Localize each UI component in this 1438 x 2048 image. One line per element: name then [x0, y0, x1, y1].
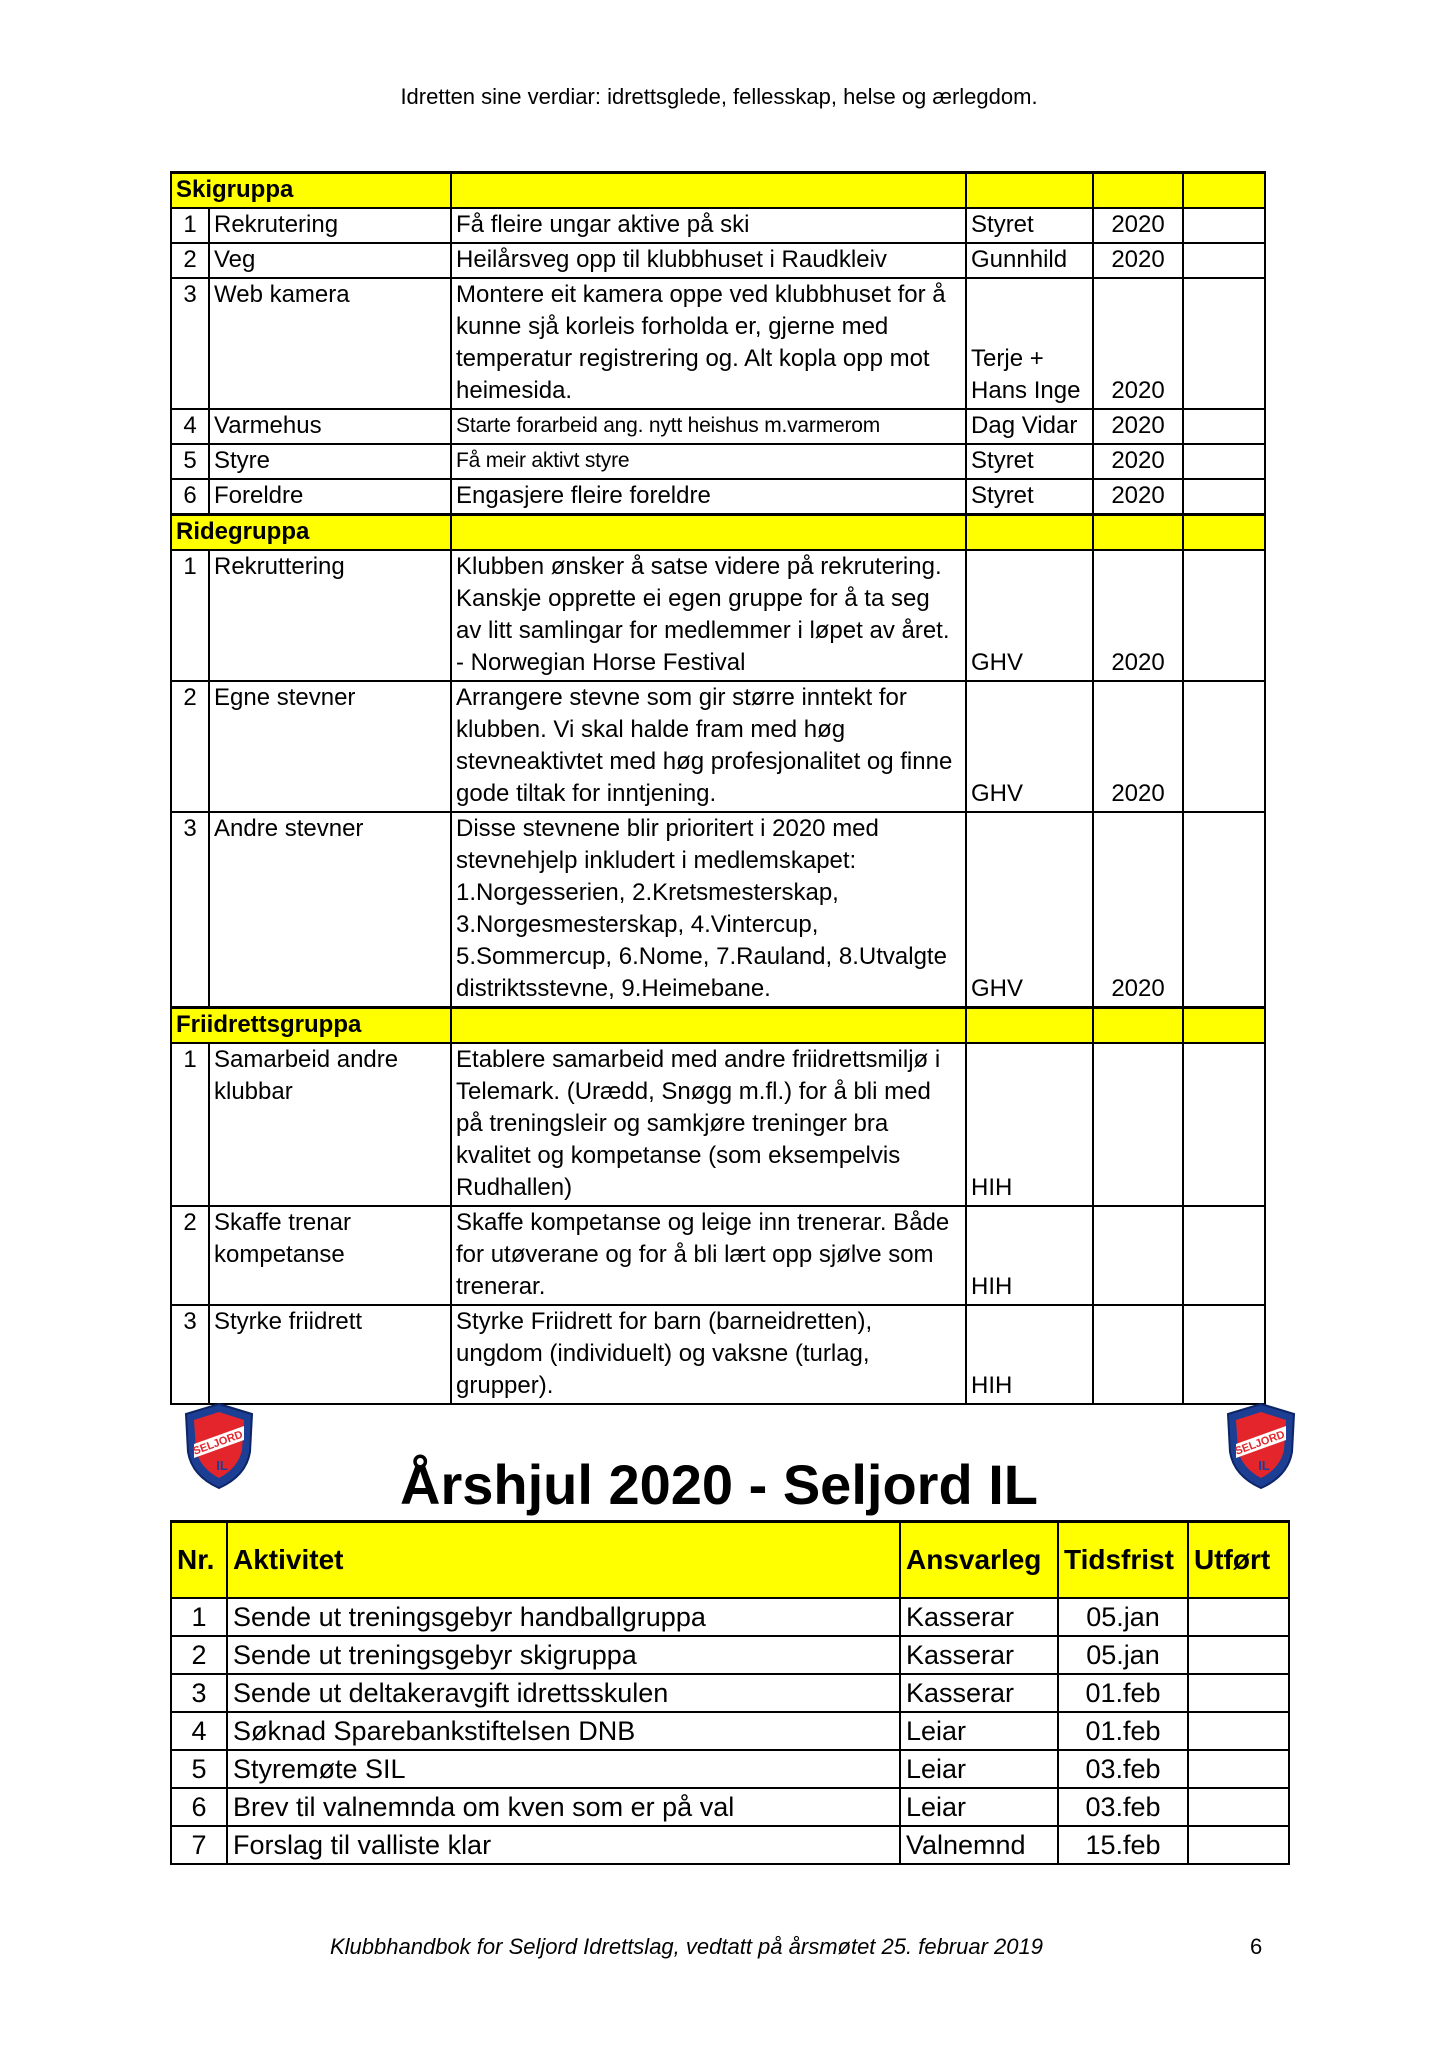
row-deadline: 2020 — [1093, 409, 1183, 444]
table-row — [171, 1636, 1289, 1674]
row-description: Heilårsveg opp til klubbhuset i Raudkleiv — [451, 243, 966, 278]
row-measure: Varmehus — [209, 409, 451, 444]
row-deadline — [1093, 1206, 1183, 1305]
cell-tidsfrist: 01.feb — [1058, 1712, 1188, 1750]
row-number: 2 — [171, 681, 209, 812]
row-responsible: Dag Vidar — [966, 409, 1093, 444]
cell-ansvarleg: Kasserar — [900, 1674, 1058, 1712]
row-number: 3 — [171, 1305, 209, 1404]
row-number: 2 — [171, 1206, 209, 1305]
row-description: Montere eit kamera oppe ved klubbhuset for å kunne sjå korleis forholda er, gjerne med temperatur registrering og. Alt kopla opp mot heimesida. — [451, 278, 966, 409]
cell-nr: 5 — [171, 1750, 227, 1788]
row-responsible: HIH — [966, 1206, 1093, 1305]
header-ansvarleg: Ansvarleg — [900, 1522, 1058, 1599]
row-measure: Rekrutering — [209, 208, 451, 243]
row-measure: Egne stevner — [209, 681, 451, 812]
table-row — [171, 208, 1265, 243]
cell-aktivitet: Forslag til valliste klar — [227, 1826, 900, 1864]
row-measure: Styrke friidrett — [209, 1305, 451, 1404]
row-deadline: 2020 — [1093, 444, 1183, 479]
cell-nr: 7 — [171, 1826, 227, 1864]
page-title: Årshjul 2020 - Seljord IL — [400, 1453, 1038, 1516]
cell-utfort — [1188, 1750, 1289, 1788]
cell-ansvarleg: Kasserar — [900, 1636, 1058, 1674]
row-number: 1 — [171, 1043, 209, 1206]
table-row — [171, 812, 1265, 1008]
table-row — [171, 550, 1265, 681]
cell-aktivitet: Sende ut treningsgebyr skigruppa — [227, 1636, 900, 1674]
row-number: 5 — [171, 444, 209, 479]
cell-nr: 2 — [171, 1636, 227, 1674]
row-description: Klubben ønsker å satse videre på rekrutering. Kanskje opprette ei egen gruppe for å ta seg av litt samlingar for medlemmer i løpet av året. - Norwegian Horse Festival — [451, 550, 966, 681]
header-utfort: Utført — [1188, 1522, 1289, 1599]
row-responsible: GHV — [966, 812, 1093, 1008]
row-number: 2 — [171, 243, 209, 278]
row-description: Disse stevnene blir prioritert i 2020 med stevnehjelp inkludert i medlemskapet: 1.Norgesserien, 2.Kretsmesterskap, 3.Norgesmesterskap, 4.Vintercup, 5.Sommercup, 6.Nome, 7.Rauland, 8.Utvalgte distriktsstevne, 9.Heimebane. — [451, 812, 966, 1008]
cell-utfort — [1188, 1674, 1289, 1712]
cell-utfort — [1188, 1788, 1289, 1826]
table-row — [171, 1043, 1265, 1206]
cell-aktivitet: Brev til valnemnda om kven som er på val — [227, 1788, 900, 1826]
row-number: 1 — [171, 208, 209, 243]
header-nr: Nr. — [171, 1522, 227, 1599]
cell-aktivitet: Sende ut deltakeravgift idrettsskulen — [227, 1674, 900, 1712]
table-row — [171, 243, 1265, 278]
annual-wheel-table — [170, 1520, 1290, 1865]
row-responsible: Styret — [966, 479, 1093, 515]
row-responsible: Styret — [966, 208, 1093, 243]
table-row — [171, 409, 1265, 444]
row-done — [1183, 208, 1265, 243]
row-done — [1183, 1206, 1265, 1305]
row-done — [1183, 681, 1265, 812]
row-responsible: HIH — [966, 1043, 1093, 1206]
row-done — [1183, 812, 1265, 1008]
row-deadline: 2020 — [1093, 550, 1183, 681]
row-description: Få fleire ungar aktive på ski — [451, 208, 966, 243]
page-header: Idretten sine verdiar: idrettsglede, fellesskap, helse og ærlegdom. — [400, 84, 1038, 109]
row-description: Styrke Friidrett for barn (barneidretten), ungdom (individuelt) og vaksne (turlag, grupper). — [451, 1305, 966, 1404]
cell-tidsfrist: 03.feb — [1058, 1750, 1188, 1788]
row-measure: Foreldre — [209, 479, 451, 515]
table-row — [171, 1674, 1289, 1712]
page-number: 6 — [1250, 1934, 1263, 1959]
action-plan-table — [170, 171, 1266, 1405]
row-responsible: GHV — [966, 681, 1093, 812]
cell-tidsfrist: 15.feb — [1058, 1826, 1188, 1864]
group-name: Skigruppa — [171, 173, 451, 209]
cell-ansvarleg: Valnemnd — [900, 1826, 1058, 1864]
group-header-skigruppa — [171, 173, 1265, 209]
row-deadline: 2020 — [1093, 278, 1183, 409]
group-header-ridegruppa — [171, 515, 1265, 551]
cell-utfort — [1188, 1826, 1289, 1864]
row-deadline: 2020 — [1093, 681, 1183, 812]
cell-aktivitet: Sende ut treningsgebyr handballgruppa — [227, 1598, 900, 1636]
group-header-friidrettsgruppa — [171, 1008, 1265, 1044]
row-measure: Veg — [209, 243, 451, 278]
header-aktivitet: Aktivitet — [227, 1522, 900, 1599]
row-measure: Web kamera — [209, 278, 451, 409]
row-responsible: Gunnhild — [966, 243, 1093, 278]
table-row — [171, 1712, 1289, 1750]
row-deadline: 2020 — [1093, 243, 1183, 278]
group-name: Friidrettsgruppa — [171, 1008, 451, 1044]
table-row — [171, 1206, 1265, 1305]
cell-ansvarleg: Leiar — [900, 1788, 1058, 1826]
svg-text:SELJORD: SELJORD — [1233, 1428, 1287, 1458]
svg-text:SELJORD: SELJORD — [191, 1428, 245, 1458]
row-deadline: 2020 — [1093, 479, 1183, 515]
table-row — [171, 681, 1265, 812]
row-deadline — [1093, 1305, 1183, 1404]
cell-aktivitet: Søknad Sparebankstiftelsen DNB — [227, 1712, 900, 1750]
group-name: Ridegruppa — [171, 515, 451, 551]
row-number: 4 — [171, 409, 209, 444]
row-number: 6 — [171, 479, 209, 515]
table-row — [171, 1598, 1289, 1636]
row-description: Skaffe kompetanse og leige inn trenerar. Både for utøverane og for å bli lært opp sjølve som trenerar. — [451, 1206, 966, 1305]
row-measure: Styre — [209, 444, 451, 479]
table-row — [171, 1750, 1289, 1788]
row-deadline: 2020 — [1093, 812, 1183, 1008]
cell-nr: 4 — [171, 1712, 227, 1750]
cell-aktivitet: Styremøte SIL — [227, 1750, 900, 1788]
row-number: 3 — [171, 812, 209, 1008]
row-number: 1 — [171, 550, 209, 681]
table-row — [171, 479, 1265, 515]
row-measure: Rekruttering — [209, 550, 451, 681]
table-row — [171, 444, 1265, 479]
row-done — [1183, 409, 1265, 444]
row-done — [1183, 1305, 1265, 1404]
cell-nr: 3 — [171, 1674, 227, 1712]
cell-tidsfrist: 01.feb — [1058, 1674, 1188, 1712]
row-done — [1183, 243, 1265, 278]
cell-ansvarleg: Leiar — [900, 1750, 1058, 1788]
row-done — [1183, 444, 1265, 479]
page-footer: Klubbhandbok for Seljord Idrettslag, vedtatt på årsmøtet 25. februar 2019 — [330, 1934, 1043, 1959]
row-measure: Andre stevner — [209, 812, 451, 1008]
cell-tidsfrist: 03.feb — [1058, 1788, 1188, 1826]
row-deadline: 2020 — [1093, 208, 1183, 243]
row-description: Starte forarbeid ang. nytt heishus m.varmerom — [451, 409, 966, 444]
cell-ansvarleg: Kasserar — [900, 1598, 1058, 1636]
row-description: Etablere samarbeid med andre friidrettsmiljø i Telemark. (Urædd, Snøgg m.fl.) for å bli med på treningsleir og samkjøre treninger bra kvalitet og kompetanse (som eksempelvis Rudhallen) — [451, 1043, 966, 1206]
table-header-row — [171, 1522, 1289, 1599]
table-row — [171, 1826, 1289, 1864]
svg-text:IL: IL — [216, 1458, 228, 1473]
cell-nr: 6 — [171, 1788, 227, 1826]
row-description: Engasjere fleire foreldre — [451, 479, 966, 515]
row-deadline — [1093, 1043, 1183, 1206]
row-description: Få meir aktivt styre — [451, 444, 966, 479]
row-done — [1183, 278, 1265, 409]
row-responsible: GHV — [966, 550, 1093, 681]
row-measure: Skaffe trenar kompetanse — [209, 1206, 451, 1305]
row-number: 3 — [171, 278, 209, 409]
cell-ansvarleg: Leiar — [900, 1712, 1058, 1750]
cell-utfort — [1188, 1598, 1289, 1636]
cell-nr: 1 — [171, 1598, 227, 1636]
row-responsible: HIH — [966, 1305, 1093, 1404]
row-responsible: Terje + Hans Inge — [966, 278, 1093, 409]
row-done — [1183, 1043, 1265, 1206]
row-responsible: Styret — [966, 444, 1093, 479]
table-row — [171, 278, 1265, 409]
cell-utfort — [1188, 1712, 1289, 1750]
table-row — [171, 1305, 1265, 1404]
cell-utfort — [1188, 1636, 1289, 1674]
table-row — [171, 1788, 1289, 1826]
row-done — [1183, 550, 1265, 681]
row-measure: Samarbeid andre klubbar — [209, 1043, 451, 1206]
row-description: Arrangere stevne som gir større inntekt for klubben. Vi skal halde fram med høg stevneaktivtet med høg profesjonalitet og finne gode tiltak for inntjening. — [451, 681, 966, 812]
cell-tidsfrist: 05.jan — [1058, 1636, 1188, 1674]
header-tidsfrist: Tidsfrist — [1058, 1522, 1188, 1599]
row-done — [1183, 479, 1265, 515]
svg-text:IL: IL — [1258, 1458, 1270, 1473]
cell-tidsfrist: 05.jan — [1058, 1598, 1188, 1636]
